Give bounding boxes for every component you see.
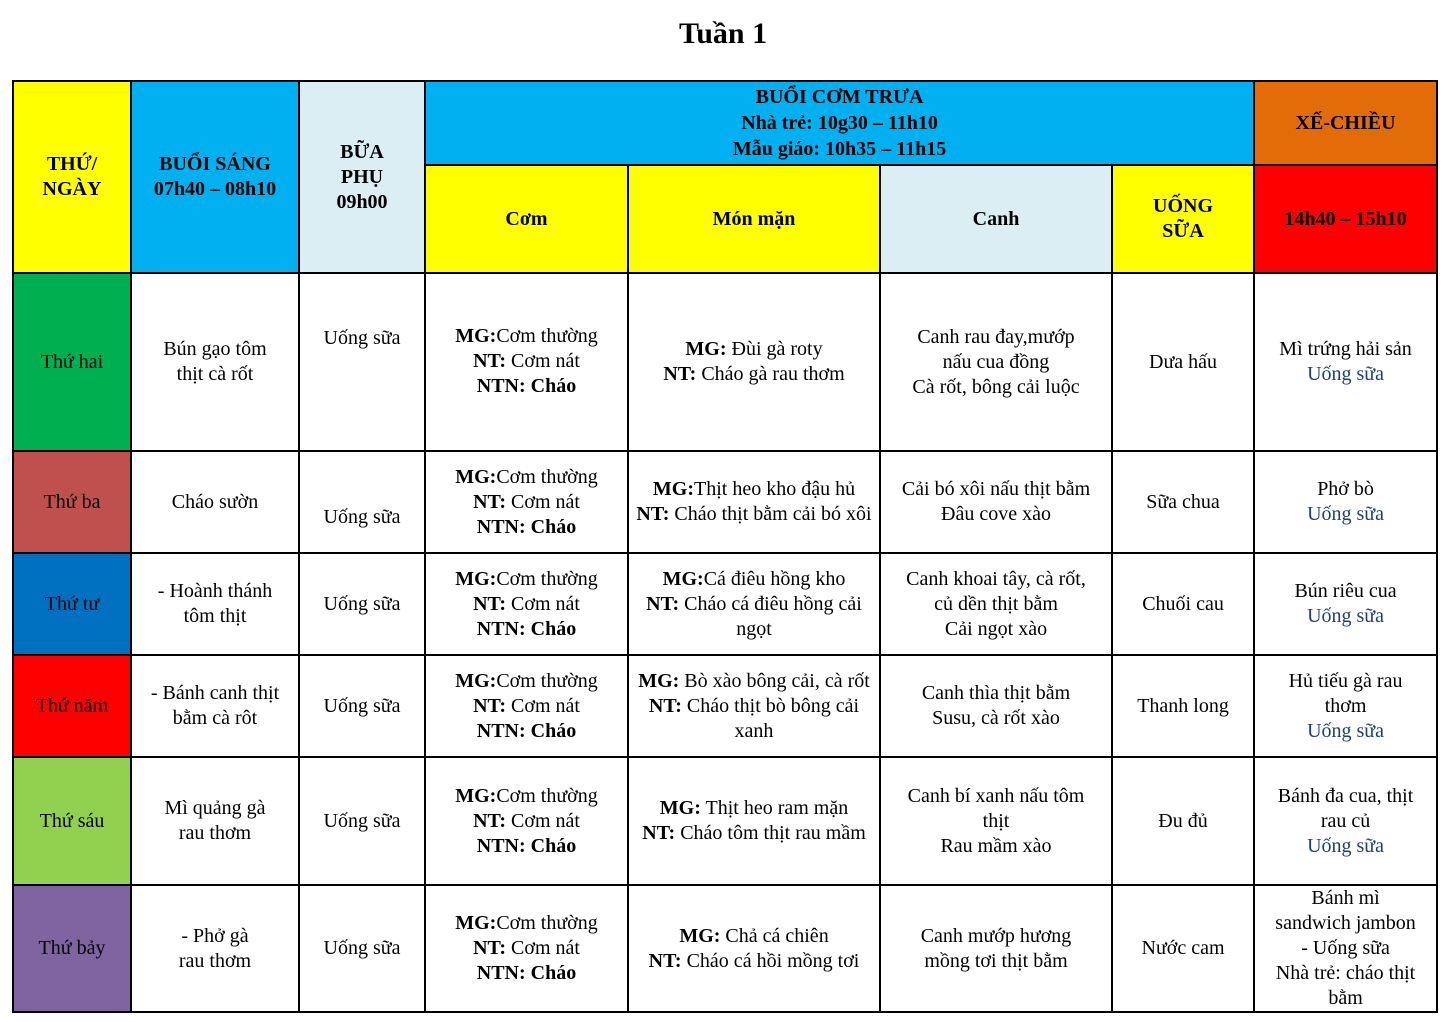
header-mon-man: Món mặn — [628, 165, 880, 273]
mon-man-cell: MG: Chả cá chiên NT: Cháo cá hồi mồng tơi — [628, 885, 880, 1012]
morning-cell: Bún gạo tôm thịt cà rốt — [131, 273, 299, 451]
morning-cell: - Hoành thánh tôm thịt — [131, 553, 299, 655]
table-row — [13, 885, 1437, 1012]
header-morning: BUỔI SÁNG 07h40 – 08h10 — [131, 81, 299, 273]
header-afternoon: XẾ-CHIỀU — [1254, 81, 1437, 165]
mon-man-cell: MG:Thịt heo kho đậu hủ NT: Cháo thịt bằm cải bó xôi — [628, 451, 880, 553]
canh-cell: Canh mướp hương mồng tơi thịt bằm — [880, 885, 1112, 1012]
canh-cell: Canh bí xanh nấu tôm thịt Rau mầm xào — [880, 757, 1112, 885]
header-snack: BỮA PHỤ 09h00 — [299, 81, 425, 273]
uong-sua-cell: Chuối cau — [1112, 553, 1254, 655]
canh-cell: Canh khoai tây, cà rốt, củ dền thịt bằm Cải ngọt xào — [880, 553, 1112, 655]
canh-cell: Canh thìa thịt bằm Susu, cà rốt xào — [880, 655, 1112, 757]
mon-man-cell: MG: Thịt heo ram mặn NT: Cháo tôm thịt rau mầm — [628, 757, 880, 885]
com-cell: MG:Cơm thường NT: Cơm nát NTN: Cháo — [425, 273, 628, 451]
header-com: Cơm — [425, 165, 628, 273]
mon-man-cell: MG:Cá điêu hồng kho NT: Cháo cá điêu hồng cải ngọt — [628, 553, 880, 655]
page-title: Tuần 1 — [678, 17, 768, 50]
uong-sua-cell: Đu đủ — [1112, 757, 1254, 885]
afternoon-cell: Bánh đa cua, thịt rau củ Uống sữa — [1254, 757, 1437, 885]
snack-cell: Uống sữa — [299, 451, 425, 553]
afternoon-cell: Hủ tiếu gà rau thơm Uống sữa — [1254, 655, 1437, 757]
day-cell: Thứ tư — [13, 553, 131, 655]
table-row — [13, 553, 1437, 655]
uong-sua-cell: Nước cam — [1112, 885, 1254, 1012]
com-cell: MG:Cơm thường NT: Cơm nát NTN: Cháo — [425, 451, 628, 553]
afternoon-cell: Phở bò Uống sữa — [1254, 451, 1437, 553]
table-row — [13, 655, 1437, 757]
day-cell: Thứ bảy — [13, 885, 131, 1012]
mon-man-cell: MG: Bò xào bông cải, cà rốt NT: Cháo thịt bò bông cải xanh — [628, 655, 880, 757]
morning-cell: Cháo sườn — [131, 451, 299, 553]
day-cell: Thứ sáu — [13, 757, 131, 885]
header-afternoon-time: 14h40 – 15h10 — [1254, 165, 1437, 273]
morning-cell: - Phở gà rau thơm — [131, 885, 299, 1012]
milk-note: Uống sữa — [1307, 605, 1385, 627]
morning-cell: - Bánh canh thịt bằm cà rôt — [131, 655, 299, 757]
day-cell: Thứ ba — [13, 451, 131, 553]
afternoon-cell: Mì trứng hải sản Uống sữa — [1254, 273, 1437, 451]
day-cell: Thứ năm — [13, 655, 131, 757]
com-cell: MG:Cơm thường NT: Cơm nát NTN: Cháo — [425, 655, 628, 757]
com-cell: MG:Cơm thường NT: Cơm nát NTN: Cháo — [425, 757, 628, 885]
uong-sua-cell: Sữa chua — [1112, 451, 1254, 553]
header-canh: Canh — [880, 165, 1112, 273]
menu-body — [13, 273, 1437, 1012]
snack-cell: Uống sữa — [299, 885, 425, 1012]
morning-cell: Mì quảng gà rau thơm — [131, 757, 299, 885]
uong-sua-cell: Thanh long — [1112, 655, 1254, 757]
milk-note: Uống sữa — [1307, 834, 1385, 857]
header-uong-sua: UỐNG SỮA — [1112, 165, 1254, 273]
snack-cell: Uống sữa — [299, 553, 425, 655]
day-cell: Thứ hai — [13, 273, 131, 451]
com-cell: MG:Cơm thường NT: Cơm nát NTN: Cháo — [425, 553, 628, 655]
milk-note: Uống sữa — [1307, 363, 1385, 385]
menu-table — [12, 80, 1438, 1013]
milk-note: Uống sữa — [1307, 719, 1385, 742]
afternoon-cell: Bánh mì sandwich jambon - Uống sữa Nhà trẻ: cháo thịt bằm — [1254, 885, 1437, 1012]
afternoon-cell: Bún riêu cua Uống sữa — [1254, 553, 1437, 655]
snack-cell: Uống sữa — [299, 655, 425, 757]
uong-sua-cell: Dưa hấu — [1112, 273, 1254, 451]
snack-cell: Uống sữa — [299, 757, 425, 885]
header-day: THỨ/ NGÀY — [13, 81, 131, 273]
com-cell: MG:Cơm thường NT: Cơm nát NTN: Cháo — [425, 885, 628, 1012]
canh-cell: Canh rau đay,mướp nấu cua đồng Cà rốt, bông cải luộc — [880, 273, 1112, 451]
milk-note: Uống sữa — [1307, 503, 1385, 525]
table-row — [13, 273, 1437, 451]
table-row — [13, 451, 1437, 553]
header-lunch: BUỔI CƠM TRƯA Nhà trẻ: 10g30 – 11h10 Mẫu giáo: 10h35 – 11h15 — [425, 81, 1254, 165]
snack-cell: Uống sữa — [299, 273, 425, 451]
mon-man-cell: MG: Đùi gà roty NT: Cháo gà rau thơm — [628, 273, 880, 451]
table-row — [13, 757, 1437, 885]
canh-cell: Cải bó xôi nấu thịt bằm Đâu cove xào — [880, 451, 1112, 553]
